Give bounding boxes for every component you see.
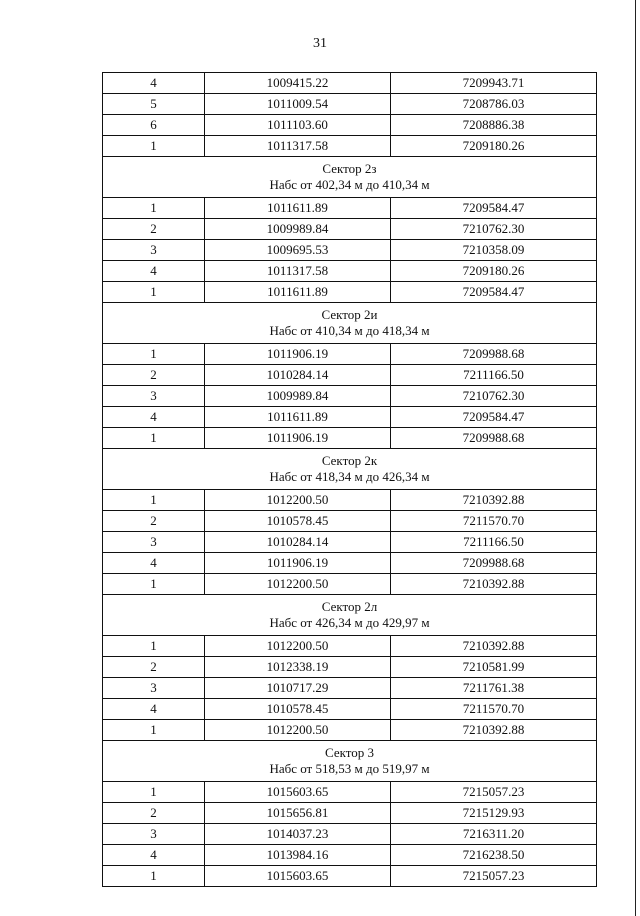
point-number-cell: 3 <box>103 678 205 699</box>
y-coordinate-cell: 7211570.70 <box>391 699 597 720</box>
point-number-cell: 5 <box>103 94 205 115</box>
table-row <box>103 511 597 532</box>
table-row <box>103 240 597 261</box>
table-row <box>103 782 597 803</box>
y-coordinate-cell: 7211166.50 <box>391 365 597 386</box>
table-row <box>103 73 597 94</box>
sector-title: Сектор 3 <box>324 745 374 760</box>
y-coordinate-cell: 7210392.88 <box>391 574 597 595</box>
x-coordinate-cell: 1009415.22 <box>205 73 391 94</box>
y-coordinate-cell: 7210581.99 <box>391 657 597 678</box>
x-coordinate-cell: 1011611.89 <box>205 282 391 303</box>
table-row <box>103 490 597 511</box>
x-coordinate-cell: 1011317.58 <box>205 261 391 282</box>
table-row <box>103 94 597 115</box>
point-number-cell: 2 <box>103 511 205 532</box>
sector-title: Сектор 2и <box>321 307 378 322</box>
point-number-cell: 3 <box>103 532 205 553</box>
y-coordinate-cell: 7210392.88 <box>391 490 597 511</box>
table-row <box>103 198 597 219</box>
sector-altitude-range: Набс от 402,34 м до 410,34 м <box>269 177 430 192</box>
point-number-cell: 3 <box>103 240 205 261</box>
sector-header-row <box>103 741 597 782</box>
sector-header-cell <box>103 303 597 344</box>
table-row <box>103 574 597 595</box>
point-number-cell: 2 <box>103 219 205 240</box>
point-number-cell: 4 <box>103 407 205 428</box>
y-coordinate-cell: 7209988.68 <box>391 553 597 574</box>
y-coordinate-cell: 7216238.50 <box>391 845 597 866</box>
table-row <box>103 803 597 824</box>
table-row <box>103 282 597 303</box>
sector-header-cell <box>103 741 597 782</box>
point-number-cell: 1 <box>103 428 205 449</box>
x-coordinate-cell: 1010717.29 <box>205 678 391 699</box>
point-number-cell: 1 <box>103 282 205 303</box>
y-coordinate-cell: 7211166.50 <box>391 532 597 553</box>
point-number-cell: 2 <box>103 365 205 386</box>
x-coordinate-cell: 1011103.60 <box>205 115 391 136</box>
y-coordinate-cell: 7209584.47 <box>391 282 597 303</box>
point-number-cell: 3 <box>103 386 205 407</box>
table-row <box>103 720 597 741</box>
table-row <box>103 678 597 699</box>
table-row <box>103 824 597 845</box>
point-number-cell: 1 <box>103 344 205 365</box>
x-coordinate-cell: 1012200.50 <box>205 574 391 595</box>
sector-title: Сектор 2к <box>321 453 378 468</box>
x-coordinate-cell: 1015603.65 <box>205 782 391 803</box>
point-number-cell: 4 <box>103 553 205 574</box>
y-coordinate-cell: 7215057.23 <box>391 782 597 803</box>
x-coordinate-cell: 1011906.19 <box>205 428 391 449</box>
y-coordinate-cell: 7210358.09 <box>391 240 597 261</box>
table-row <box>103 115 597 136</box>
sector-altitude-range: Набс от 410,34 м до 418,34 м <box>269 323 430 338</box>
table-row <box>103 866 597 887</box>
y-coordinate-cell: 7209180.26 <box>391 136 597 157</box>
coordinates-table <box>102 72 597 887</box>
sector-header-cell <box>103 449 597 490</box>
sector-title: Сектор 2л <box>321 599 378 614</box>
point-number-cell: 1 <box>103 136 205 157</box>
table-row <box>103 365 597 386</box>
y-coordinate-cell: 7209988.68 <box>391 344 597 365</box>
point-number-cell: 2 <box>103 803 205 824</box>
y-coordinate-cell: 7215057.23 <box>391 866 597 887</box>
table-row <box>103 428 597 449</box>
x-coordinate-cell: 1011611.89 <box>205 198 391 219</box>
point-number-cell: 1 <box>103 198 205 219</box>
point-number-cell: 4 <box>103 261 205 282</box>
table-row <box>103 845 597 866</box>
table-row <box>103 261 597 282</box>
y-coordinate-cell: 7215129.93 <box>391 803 597 824</box>
page-number: 31 <box>313 36 327 51</box>
point-number-cell: 4 <box>103 73 205 94</box>
sector-altitude-range: Набс от 418,34 м до 426,34 м <box>269 469 430 484</box>
point-number-cell: 1 <box>103 720 205 741</box>
x-coordinate-cell: 1012338.19 <box>205 657 391 678</box>
point-number-cell: 2 <box>103 657 205 678</box>
sector-header-cell <box>103 157 597 198</box>
y-coordinate-cell: 7210392.88 <box>391 720 597 741</box>
y-coordinate-cell: 7211570.70 <box>391 511 597 532</box>
sector-header-row <box>103 449 597 490</box>
sector-header-row <box>103 303 597 344</box>
y-coordinate-cell: 7208786.03 <box>391 94 597 115</box>
x-coordinate-cell: 1009989.84 <box>205 386 391 407</box>
x-coordinate-cell: 1012200.50 <box>205 490 391 511</box>
x-coordinate-cell: 1014037.23 <box>205 824 391 845</box>
y-coordinate-cell: 7209584.47 <box>391 407 597 428</box>
x-coordinate-cell: 1010578.45 <box>205 699 391 720</box>
y-coordinate-cell: 7216311.20 <box>391 824 597 845</box>
x-coordinate-cell: 1011906.19 <box>205 553 391 574</box>
y-coordinate-cell: 7209180.26 <box>391 261 597 282</box>
x-coordinate-cell: 1012200.50 <box>205 636 391 657</box>
point-number-cell: 1 <box>103 636 205 657</box>
table-row <box>103 386 597 407</box>
x-coordinate-cell: 1013984.16 <box>205 845 391 866</box>
table-row <box>103 219 597 240</box>
sector-header-row <box>103 157 597 198</box>
sector-altitude-range: Набс от 518,53 м до 519,97 м <box>269 761 430 776</box>
table-row <box>103 699 597 720</box>
table-row <box>103 407 597 428</box>
sector-header-cell <box>103 595 597 636</box>
table-row <box>103 657 597 678</box>
sector-altitude-range: Набс от 426,34 м до 429,97 м <box>269 615 430 630</box>
y-coordinate-cell: 7210762.30 <box>391 219 597 240</box>
table-row <box>103 553 597 574</box>
point-number-cell: 1 <box>103 782 205 803</box>
table-row <box>103 636 597 657</box>
y-coordinate-cell: 7208886.38 <box>391 115 597 136</box>
x-coordinate-cell: 1011611.89 <box>205 407 391 428</box>
y-coordinate-cell: 7209943.71 <box>391 73 597 94</box>
x-coordinate-cell: 1010578.45 <box>205 511 391 532</box>
sector-header-row <box>103 595 597 636</box>
x-coordinate-cell: 1011906.19 <box>205 344 391 365</box>
x-coordinate-cell: 1012200.50 <box>205 720 391 741</box>
y-coordinate-cell: 7209584.47 <box>391 198 597 219</box>
x-coordinate-cell: 1011009.54 <box>205 94 391 115</box>
x-coordinate-cell: 1011317.58 <box>205 136 391 157</box>
point-number-cell: 4 <box>103 699 205 720</box>
y-coordinate-cell: 7211761.38 <box>391 678 597 699</box>
x-coordinate-cell: 1010284.14 <box>205 532 391 553</box>
y-coordinate-cell: 7210762.30 <box>391 386 597 407</box>
point-number-cell: 4 <box>103 845 205 866</box>
table-row <box>103 136 597 157</box>
x-coordinate-cell: 1010284.14 <box>205 365 391 386</box>
y-coordinate-cell: 7210392.88 <box>391 636 597 657</box>
table-row <box>103 344 597 365</box>
x-coordinate-cell: 1015656.81 <box>205 803 391 824</box>
coordinates-table-body <box>103 73 597 887</box>
page-edge-line <box>635 0 636 916</box>
point-number-cell: 3 <box>103 824 205 845</box>
point-number-cell: 1 <box>103 866 205 887</box>
point-number-cell: 1 <box>103 574 205 595</box>
point-number-cell: 6 <box>103 115 205 136</box>
y-coordinate-cell: 7209988.68 <box>391 428 597 449</box>
point-number-cell: 1 <box>103 490 205 511</box>
x-coordinate-cell: 1009695.53 <box>205 240 391 261</box>
table-row <box>103 532 597 553</box>
x-coordinate-cell: 1009989.84 <box>205 219 391 240</box>
sector-title: Сектор 2з <box>322 161 377 176</box>
x-coordinate-cell: 1015603.65 <box>205 866 391 887</box>
